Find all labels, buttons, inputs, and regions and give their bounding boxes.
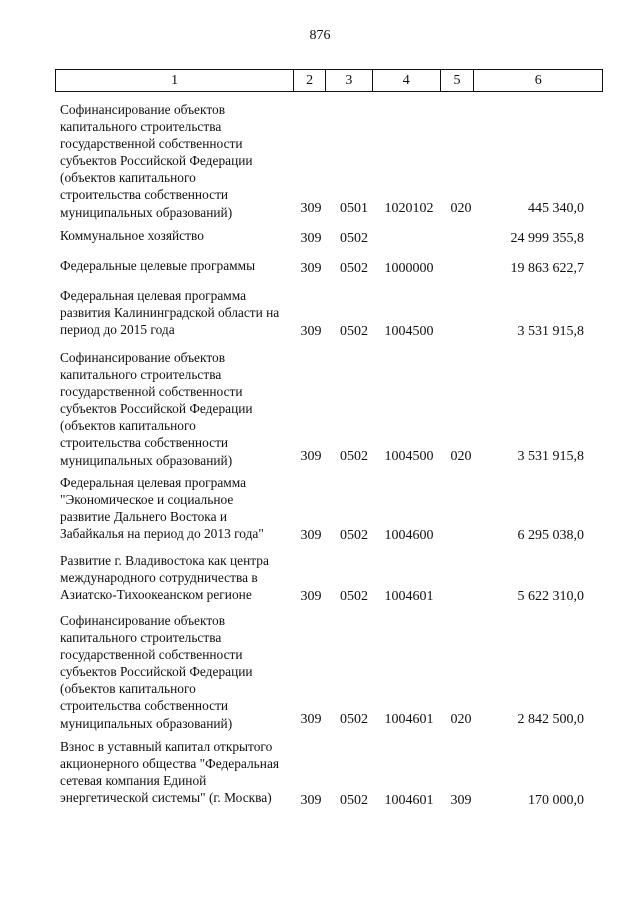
description-line: Азиатско-Тихоокеанском регионе	[60, 587, 252, 603]
description-line: субъектов Российской Федерации	[60, 401, 253, 417]
target-article-code: 1004600	[384, 528, 434, 543]
description-line: Развитие г. Владивостока как центра	[60, 553, 269, 568]
ministry-code: 309	[300, 231, 322, 246]
description-line: муниципальных образований)	[60, 204, 233, 220]
description-line: Федеральные целевые программы	[60, 258, 256, 273]
amount: 19 863 622,7	[510, 261, 584, 276]
table-header	[55, 69, 603, 92]
amount: 24 999 355,8	[510, 231, 584, 246]
row-description	[60, 257, 289, 274]
description-line: капитального строительства	[60, 367, 222, 383]
expense-type-code: 309	[450, 793, 472, 808]
section-code: 0502	[340, 261, 368, 276]
amount: 2 842 500,0	[517, 712, 584, 727]
section-code: 0502	[340, 589, 368, 604]
description-line: (объектов капитального	[60, 418, 196, 434]
section-code: 0502	[340, 712, 368, 727]
target-article-code: 1004601	[384, 589, 434, 604]
table-row	[0, 474, 640, 544]
header-col-5: 5	[441, 70, 475, 91]
expense-type-code: 020	[450, 201, 472, 216]
description-line: "Экономическое и социальное	[60, 492, 234, 508]
amount: 3 531 915,8	[517, 449, 584, 464]
description-line: Федеральная целевая программа	[60, 288, 247, 303]
description-line: строительства собственности	[60, 698, 229, 714]
section-code: 0502	[340, 793, 368, 808]
description-line: государственной собственности	[60, 136, 243, 152]
row-description	[60, 101, 289, 221]
row-description	[60, 227, 289, 244]
header-col-2: 2	[294, 70, 326, 91]
description-line: строительства собственности	[60, 187, 229, 203]
table-row	[0, 738, 640, 809]
description-line: строительства собственности	[60, 435, 229, 451]
description-line: субъектов Российской Федерации	[60, 153, 253, 169]
table-row	[0, 287, 640, 340]
table-row	[0, 101, 640, 220]
section-code: 0502	[340, 324, 368, 339]
amount: 5 622 310,0	[517, 589, 584, 604]
ministry-code: 309	[300, 712, 322, 727]
section-code: 0502	[340, 231, 368, 246]
description-line: Софинансирование объектов	[60, 613, 226, 628]
description-line: субъектов Российской Федерации	[60, 664, 253, 680]
description-line: сетевая компания Единой	[60, 773, 207, 789]
target-article-code: 1004500	[384, 449, 434, 464]
amount: 170 000,0	[528, 793, 584, 808]
table-row	[0, 552, 640, 605]
description-line: Коммунальное хозяйство	[60, 228, 204, 243]
description-line: акционерного общества "Федеральная	[60, 756, 280, 772]
description-line: Федеральная целевая программа	[60, 475, 247, 490]
amount: 445 340,0	[528, 201, 584, 216]
target-article-code: 1000000	[384, 261, 434, 276]
target-article-code: 1004601	[384, 793, 434, 808]
description-line: Софинансирование объектов	[60, 102, 226, 117]
description-line: капитального строительства	[60, 630, 222, 646]
description-line: государственной собственности	[60, 647, 243, 663]
expense-type-code: 020	[450, 712, 472, 727]
amount: 3 531 915,8	[517, 324, 584, 339]
header-col-1: 1	[56, 70, 294, 91]
section-code: 0502	[340, 528, 368, 543]
row-description	[60, 612, 289, 732]
description-line: государственной собственности	[60, 384, 243, 400]
description-line: Софинансирование объектов	[60, 350, 226, 365]
description-line: энергетической системы" (г. Москва)	[60, 790, 272, 806]
section-code: 0502	[340, 449, 368, 464]
description-line: Забайкалья на период до 2013 года"	[60, 526, 264, 542]
target-article-code: 1020102	[384, 201, 434, 216]
table-row	[0, 612, 640, 731]
ministry-code: 309	[300, 324, 322, 339]
description-line: (объектов капитального	[60, 681, 196, 697]
description-line: период до 2015 года	[60, 322, 175, 338]
description-line: муниципальных образований)	[60, 715, 233, 731]
table-row	[0, 227, 640, 247]
row-description	[60, 349, 289, 469]
header-col-4: 4	[373, 70, 441, 91]
expense-type-code: 020	[450, 449, 472, 464]
ministry-code: 309	[300, 528, 322, 543]
amount: 6 295 038,0	[517, 528, 584, 543]
description-line: (объектов капитального	[60, 170, 196, 186]
ministry-code: 309	[300, 449, 322, 464]
row-description	[60, 738, 289, 806]
description-line: муниципальных образований)	[60, 452, 233, 468]
description-line: развития Калининградской области на	[60, 305, 280, 321]
ministry-code: 309	[300, 201, 322, 216]
row-description	[60, 552, 289, 603]
target-article-code: 1004601	[384, 712, 434, 727]
description-line: международного сотрудничества в	[60, 570, 258, 586]
table-row	[0, 257, 640, 277]
ministry-code: 309	[300, 793, 322, 808]
header-col-6: 6	[534, 72, 542, 88]
description-line: Взнос в уставный капитал открытого	[60, 739, 273, 754]
ministry-code: 309	[300, 589, 322, 604]
table-row	[0, 349, 640, 468]
page-number: 876	[309, 28, 331, 43]
description-line: капитального строительства	[60, 119, 222, 135]
ministry-code: 309	[300, 261, 322, 276]
target-article-code: 1004500	[384, 324, 434, 339]
header-col-3: 3	[326, 70, 373, 91]
description-line: развитие Дальнего Востока и	[60, 509, 228, 525]
section-code: 0501	[340, 201, 368, 216]
row-description	[60, 474, 289, 542]
row-description	[60, 287, 289, 338]
